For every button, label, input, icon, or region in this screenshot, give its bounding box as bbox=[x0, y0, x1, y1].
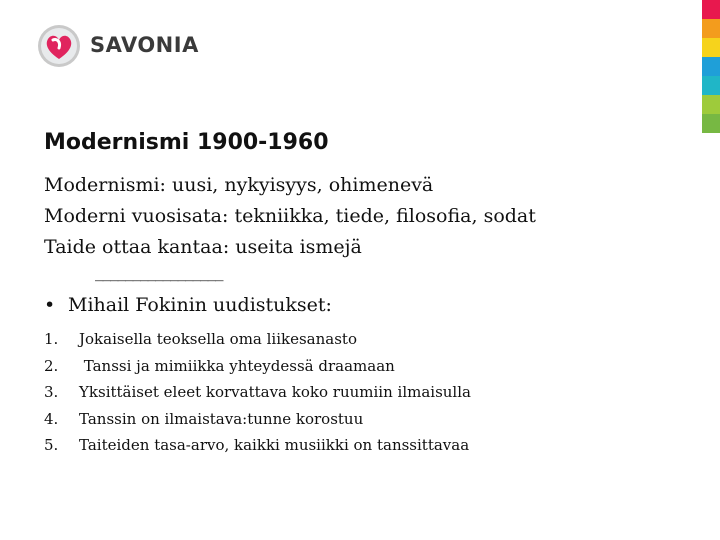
list-text: Yksittäiset eleet korvattava koko ruumiin ilmaisulla bbox=[79, 383, 471, 401]
accent-bar bbox=[702, 38, 720, 57]
bullet-item bbox=[44, 294, 332, 316]
accent-bar bbox=[702, 0, 720, 19]
list-text: Taiteiden tasa-arvo, kaikki musiikki on tanssittavaa bbox=[79, 436, 470, 454]
accent-color-bars bbox=[702, 0, 720, 133]
accent-bar bbox=[702, 57, 720, 76]
accent-bar bbox=[702, 95, 720, 114]
intro-line: Moderni vuosisata: tekniikka, tiede, filosofia, sodat bbox=[44, 205, 536, 227]
list-item bbox=[44, 379, 471, 406]
list-item bbox=[44, 353, 471, 380]
list-number: 5. bbox=[44, 436, 59, 454]
brand-name: SAVONIA bbox=[90, 33, 199, 57]
numbered-list bbox=[44, 326, 471, 459]
bullet-marker: • bbox=[44, 294, 56, 316]
savonia-heart-icon bbox=[37, 24, 81, 68]
list-text: Jokaisella teoksella oma liikesanasto bbox=[79, 330, 357, 348]
intro-line: Modernismi: uusi, nykyisyys, ohimenevä bbox=[44, 174, 434, 196]
list-number: 3. bbox=[44, 383, 59, 401]
list-item bbox=[44, 326, 471, 353]
bullet-text: Mihail Fokinin uudistukset: bbox=[68, 294, 332, 316]
accent-bar bbox=[702, 76, 720, 95]
list-text: Tanssin on ilmaistava:tunne korostuu bbox=[79, 409, 364, 428]
slide-title: Modernismi 1900-1960 bbox=[44, 130, 329, 155]
list-number: 1. bbox=[44, 330, 59, 348]
list-number: 2. bbox=[44, 356, 59, 375]
list-text: Tanssi ja mimiikka yhteydessä draamaan bbox=[79, 356, 395, 375]
list-number: 4. bbox=[44, 409, 59, 428]
accent-bar bbox=[702, 19, 720, 38]
intro-lines bbox=[44, 170, 536, 263]
divider-line: _________________ bbox=[95, 262, 223, 282]
accent-bar bbox=[702, 114, 720, 133]
list-item bbox=[44, 432, 471, 459]
savonia-logo bbox=[37, 24, 207, 70]
intro-line: Taide ottaa kantaa: useita ismejä bbox=[44, 236, 362, 258]
list-item bbox=[44, 406, 471, 433]
